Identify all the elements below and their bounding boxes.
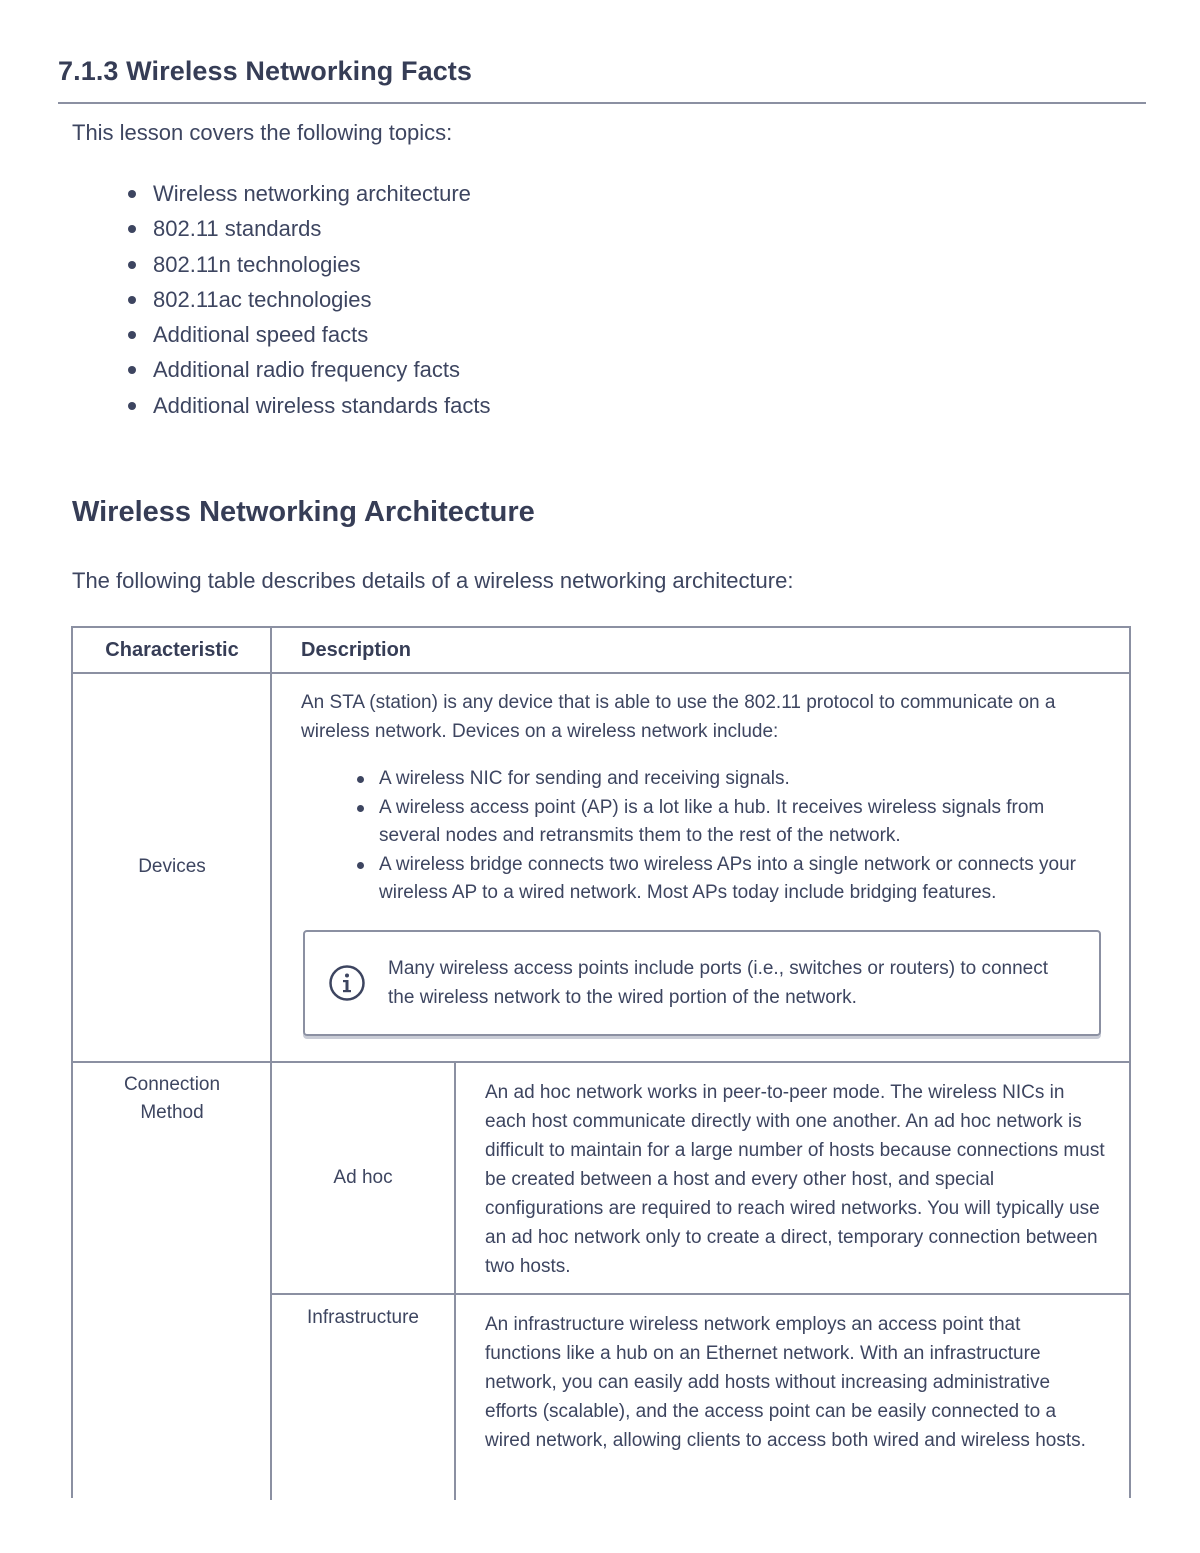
callout-text: Many wireless access points include ports (i.e., switches or routers) to connect the wireless network to the wired portion of the network. bbox=[388, 958, 1048, 1008]
architecture-table bbox=[71, 626, 1131, 1498]
list-item: A wireless access point (AP) is a lot like a hub. It receives wireless signals from several nodes and retransmits them to the rest of the network. bbox=[379, 794, 1099, 851]
page-title: 7.1.3 Wireless Networking Facts bbox=[58, 56, 473, 86]
section-heading: Wireless Networking Architecture bbox=[72, 496, 535, 528]
adhoc-label: Ad hoc bbox=[333, 1167, 393, 1188]
list-item: 802.11 standards bbox=[72, 211, 491, 246]
list-item: 802.11ac technologies bbox=[72, 282, 491, 317]
devices-description: An STA (station) is any device that is able to use the 802.11 protocol to communicate on a wireless network. Devices on a wireless network include: bbox=[301, 692, 1056, 742]
list-item: Additional radio frequency facts bbox=[72, 352, 491, 387]
list-item: A wireless bridge connects two wireless APs into a single network or connects your wireless AP to a wired network. Most APs today include bridging features. bbox=[379, 851, 1099, 908]
infrastructure-description: An infrastructure wireless network employs an access point that functions like a hub on an Ethernet network. With an infrastructure network, you can easily add hosts without increasing administrative efforts (scalable), and the access point can be easily connected to a wired network, allowing clients to access both wired and wireless hosts. bbox=[485, 1314, 1086, 1451]
lesson-intro: This lesson covers the following topics: bbox=[72, 120, 453, 145]
title-divider bbox=[58, 102, 1146, 104]
list-item: Additional wireless standards facts bbox=[72, 388, 491, 423]
devices-label: Devices bbox=[138, 856, 206, 877]
header-description: Description bbox=[301, 639, 412, 661]
infrastructure-label: Infrastructure bbox=[307, 1307, 419, 1328]
list-item: 802.11n technologies bbox=[72, 247, 491, 282]
device-list bbox=[379, 765, 1099, 908]
topic-list bbox=[72, 176, 491, 423]
list-item: Wireless networking architecture bbox=[72, 176, 491, 211]
table-rule bbox=[73, 672, 1129, 674]
connection-method-label: Connection Method bbox=[123, 1074, 221, 1123]
list-item: Additional speed facts bbox=[72, 317, 491, 352]
table-rule bbox=[271, 1293, 1129, 1295]
table-intro: The following table describes details of a wireless networking architecture: bbox=[72, 568, 794, 593]
header-characteristic: Characteristic bbox=[105, 639, 239, 661]
info-callout bbox=[303, 930, 1101, 1036]
info-icon bbox=[327, 963, 367, 1003]
table-rule bbox=[73, 1061, 1129, 1063]
list-item: A wireless NIC for sending and receiving signals. bbox=[379, 765, 1099, 794]
table-rule bbox=[454, 1061, 456, 1500]
adhoc-description: An ad hoc network works in peer-to-peer mode. The wireless NICs in each host communicate directly with one another. An ad hoc network is difficult to maintain for a large number of hosts because connections must be created between a host and every other host, and special configurations are required to reach wired networks. You will typically use an ad hoc network only to create a direct, temporary connection between two hosts. bbox=[485, 1082, 1105, 1277]
table-rule bbox=[270, 628, 272, 1500]
